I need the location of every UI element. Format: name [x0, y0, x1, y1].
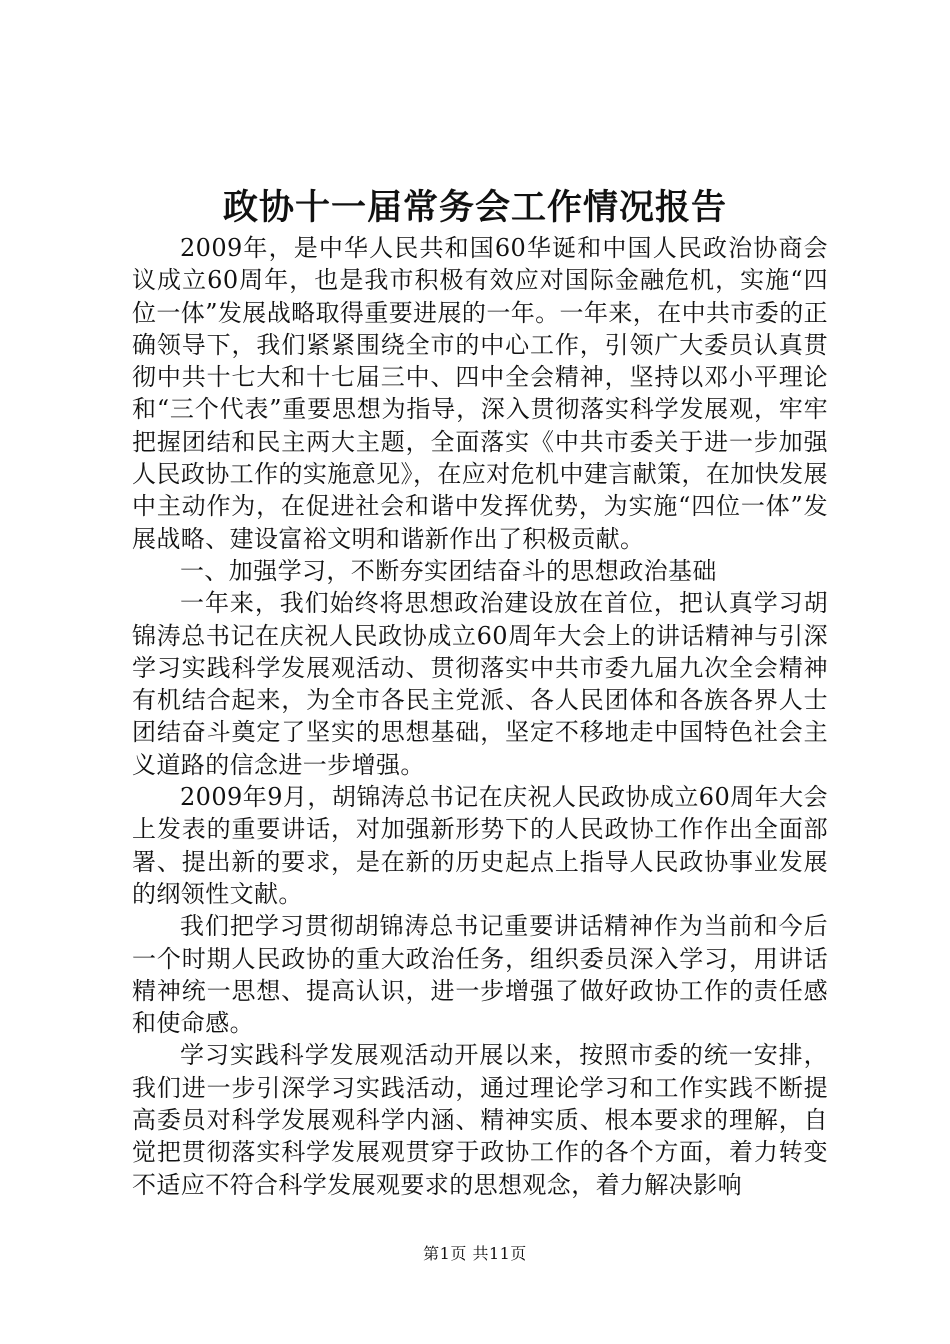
paragraph-intro: 2009年，是中华人民共和国60华诞和中国人民政治协商会议成立60周年，也是我市积极有效应对国际金融危机，实施“四位一体”发展战略取得重要进展的一年。一年来，在中共市委的正确领导下，我们紧紧围绕全市的中心工作，引领广大委员认真贯彻中共十七大和十七届三中、四中全会精神，坚持以邓小平理论和“三个代表”重要思想为指导，深入贯彻落实科学发展观，牢牢把握团结和民主两大主题，全面落实《中共市委关于进一步加强人民政协工作的实施意见》，在应对危机中建言献策，在加快发展中主动作为，在促进社会和谐中发挥优势，为实施“四位一体”发展战略、建设富裕文明和谐新作出了积极贡献。	[132, 234, 828, 553]
section-heading-1: 一、加强学习，不断夯实团结奋斗的思想政治基础	[180, 556, 717, 585]
document-title: 政协十一届常务会工作情况报告	[222, 187, 727, 228]
page-number-footer: 第1页 共11页	[423, 1244, 527, 1263]
paragraph-practice: 学习实践科学发展观活动开展以来，按照市委的统一安排，我们进一步引深学习实践活动，通过理论学习和工作实践不断提高委员对科学发展观科学内涵、精神实质、根本要求的理解，自觉把贯彻落实科学发展观贯穿于政协工作的各个方面，着力转变不适应不符合科学发展观要求的思想观念，着力解决影响	[132, 1041, 828, 1199]
paragraph-task: 我们把学习贯彻胡锦涛总书记重要讲话精神作为当前和今后一个时期人民政协的重大政治任务，组织委员深入学习，用讲话精神统一思想、提高认识，进一步增强了做好政协工作的责任感和使命感。	[132, 912, 828, 1038]
document-body	[132, 232, 828, 1201]
paragraph-speech: 2009年9月，胡锦涛总书记在庆祝人民政协成立60周年大会上发表的重要讲话，对加强新形势下的人民政协工作作出全面部署、提出新的要求，是在新的历史起点上指导人民政协事业发展的纲领性文献。	[132, 783, 828, 908]
paragraph-study: 一年来，我们始终将思想政治建设放在首位，把认真学习胡锦涛总书记在庆祝人民政协成立60周年大会上的讲话精神与引深学习实践科学发展观活动、贯彻落实中共市委九届九次全会精神有机结合起来，为全市各民主党派、各人民团体和各族各界人士团结奋斗奠定了坚实的思想基础，坚定不移地走中国特色社会主义道路的信念进一步增强。	[132, 589, 828, 779]
